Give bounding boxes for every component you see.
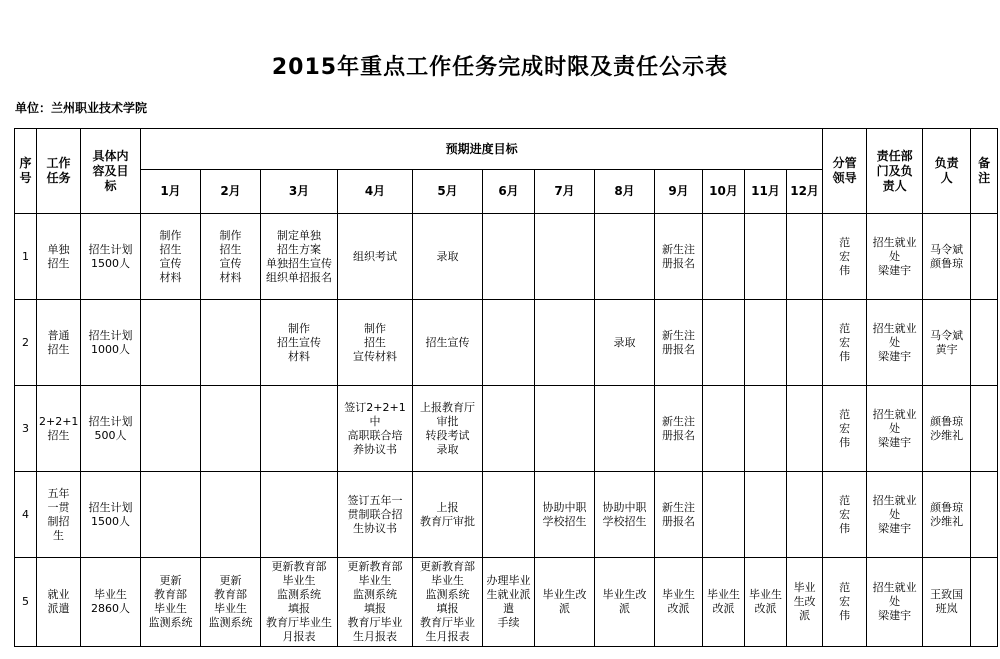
- row-month-cell: 毕业 生改 派: [787, 558, 823, 647]
- row-content: 招生计划 1500人: [81, 214, 141, 300]
- table-row: [15, 472, 998, 558]
- row-month-cell: [535, 214, 595, 300]
- header-month: 3月: [261, 170, 338, 214]
- header-task: 工作 任务: [37, 129, 81, 214]
- table-row: [15, 300, 998, 386]
- row-content: 招生计划 1000人: [81, 300, 141, 386]
- row-note: [971, 214, 998, 300]
- row-month-cell: 制作 招生 宣传材料: [338, 300, 413, 386]
- table-row: [15, 386, 998, 472]
- row-month-cell: 新生注 册报名: [655, 214, 703, 300]
- row-note: [971, 472, 998, 558]
- row-month-cell: 招生宣传: [413, 300, 483, 386]
- row-month-cell: [595, 214, 655, 300]
- header-leader: 分管 领导: [823, 129, 867, 214]
- row-person: 马令斌 颜鲁琼: [923, 214, 971, 300]
- row-dept: 招生就业 处 梁建宇: [867, 558, 923, 647]
- row-note: [971, 300, 998, 386]
- header-month: 1月: [141, 170, 201, 214]
- row-month-cell: 协助中职 学校招生: [595, 472, 655, 558]
- row-person: 颜鲁琼 沙维礼: [923, 386, 971, 472]
- row-month-cell: [745, 214, 787, 300]
- row-leader: 范 宏 伟: [823, 300, 867, 386]
- header-month: 10月: [703, 170, 745, 214]
- header-seq: 序 号: [15, 129, 37, 214]
- row-month-cell: 毕业生改 派: [595, 558, 655, 647]
- header-month: 12月: [787, 170, 823, 214]
- row-month-cell: 毕业生改 派: [535, 558, 595, 647]
- row-month-cell: 新生注 册报名: [655, 386, 703, 472]
- row-month-cell: 签订五年一 贯制联合招 生协议书: [338, 472, 413, 558]
- row-month-cell: 上报 教育厅审批: [413, 472, 483, 558]
- row-month-cell: [745, 386, 787, 472]
- row-month-cell: 录取: [595, 300, 655, 386]
- header-month: 5月: [413, 170, 483, 214]
- page-title: 2015年重点工作任务完成时限及责任公示表: [271, 55, 729, 80]
- header-month: 11月: [745, 170, 787, 214]
- row-month-cell: [787, 386, 823, 472]
- row-month-cell: [535, 300, 595, 386]
- row-month-cell: [483, 214, 535, 300]
- row-dept: 招生就业 处 梁建宇: [867, 300, 923, 386]
- row-task: 普通 招生: [37, 300, 81, 386]
- row-leader: 范 宏 伟: [823, 472, 867, 558]
- row-month-cell: 制定单独 招生方案 单独招生宣传 组织单招报名: [261, 214, 338, 300]
- row-dept: 招生就业 处 梁建宇: [867, 214, 923, 300]
- row-month-cell: [201, 386, 261, 472]
- header-month: 8月: [595, 170, 655, 214]
- row-month-cell: [745, 472, 787, 558]
- row-month-cell: [201, 300, 261, 386]
- row-month-cell: [261, 386, 338, 472]
- row-month-cell: [141, 300, 201, 386]
- row-month-cell: [141, 386, 201, 472]
- row-note: [971, 386, 998, 472]
- row-month-cell: [703, 386, 745, 472]
- row-task: 五年 一贯 制招 生: [37, 472, 81, 558]
- row-leader: 范 宏 伟: [823, 386, 867, 472]
- table-row: [15, 214, 998, 300]
- row-month-cell: 组织考试: [338, 214, 413, 300]
- header-month: 4月: [338, 170, 413, 214]
- row-month-cell: 更新 教育部 毕业生 监测系统: [141, 558, 201, 647]
- row-month-cell: 协助中职 学校招生: [535, 472, 595, 558]
- row-month-cell: 毕业生 改派: [745, 558, 787, 647]
- task-table: [14, 128, 998, 647]
- row-month-cell: 更新 教育部 毕业生 监测系统: [201, 558, 261, 647]
- row-month-cell: 毕业生 改派: [703, 558, 745, 647]
- row-seq: 2: [15, 300, 37, 386]
- table-row: [15, 558, 998, 647]
- row-person: 马令斌 黄宇: [923, 300, 971, 386]
- row-month-cell: 录取: [413, 214, 483, 300]
- row-month-cell: 更新教育部 毕业生 监测系统 填报 教育厅毕业 生月报表: [338, 558, 413, 647]
- row-task: 单独 招生: [37, 214, 81, 300]
- row-person: 颜鲁琼 沙维礼: [923, 472, 971, 558]
- row-month-cell: [141, 472, 201, 558]
- row-month-cell: [745, 300, 787, 386]
- row-task: 就业 派遣: [37, 558, 81, 647]
- row-month-cell: 新生注 册报名: [655, 300, 703, 386]
- header-month: 2月: [201, 170, 261, 214]
- row-month-cell: [483, 386, 535, 472]
- row-person: 王致国 班岚: [923, 558, 971, 647]
- header-note: 备 注: [971, 129, 998, 214]
- header-progress: 预期进度目标: [141, 129, 823, 170]
- row-content: 毕业生 2860人: [81, 558, 141, 647]
- row-content: 招生计划 1500人: [81, 472, 141, 558]
- row-content: 招生计划 500人: [81, 386, 141, 472]
- row-note: [971, 558, 998, 647]
- row-month-cell: [261, 472, 338, 558]
- row-month-cell: 更新教育部 毕业生 监测系统 填报 教育厅毕业 生月报表: [413, 558, 483, 647]
- header-dept: 责任部 门及负 责人: [867, 129, 923, 214]
- row-month-cell: [703, 300, 745, 386]
- row-seq: 4: [15, 472, 37, 558]
- row-month-cell: [483, 472, 535, 558]
- header-month: 9月: [655, 170, 703, 214]
- row-month-cell: [787, 300, 823, 386]
- header-month: 7月: [535, 170, 595, 214]
- row-month-cell: [201, 472, 261, 558]
- row-seq: 3: [15, 386, 37, 472]
- row-task: 2+2+1 招生: [37, 386, 81, 472]
- row-month-cell: [483, 300, 535, 386]
- row-month-cell: [787, 214, 823, 300]
- row-month-cell: 上报教育厅 审批 转段考试 录取: [413, 386, 483, 472]
- row-month-cell: 签订2+2+1中 高职联合培 养协议书: [338, 386, 413, 472]
- header-month: 6月: [483, 170, 535, 214]
- row-month-cell: 毕业生 改派: [655, 558, 703, 647]
- row-month-cell: [787, 472, 823, 558]
- row-month-cell: 更新教育部 毕业生 监测系统 填报 教育厅毕业生 月报表: [261, 558, 338, 647]
- row-month-cell: [703, 214, 745, 300]
- row-month-cell: 制作 招生宣传 材料: [261, 300, 338, 386]
- row-seq: 1: [15, 214, 37, 300]
- row-month-cell: [595, 386, 655, 472]
- row-month-cell: [535, 386, 595, 472]
- row-dept: 招生就业 处 梁建宇: [867, 386, 923, 472]
- header-person: 负责 人: [923, 129, 971, 214]
- row-leader: 范 宏 伟: [823, 558, 867, 647]
- row-month-cell: 新生注 册报名: [655, 472, 703, 558]
- row-month-cell: 制作 招生 宣传 材料: [201, 214, 261, 300]
- row-seq: 5: [15, 558, 37, 647]
- row-month-cell: 办理毕业 生就业派 遣 手续: [483, 558, 535, 647]
- row-month-cell: 制作 招生 宣传 材料: [141, 214, 201, 300]
- row-dept: 招生就业 处 梁建宇: [867, 472, 923, 558]
- row-month-cell: [703, 472, 745, 558]
- unit-label: 单位：兰州职业技术学院: [15, 101, 148, 115]
- row-leader: 范 宏 伟: [823, 214, 867, 300]
- header-content: 具体内 容及目 标: [81, 129, 141, 214]
